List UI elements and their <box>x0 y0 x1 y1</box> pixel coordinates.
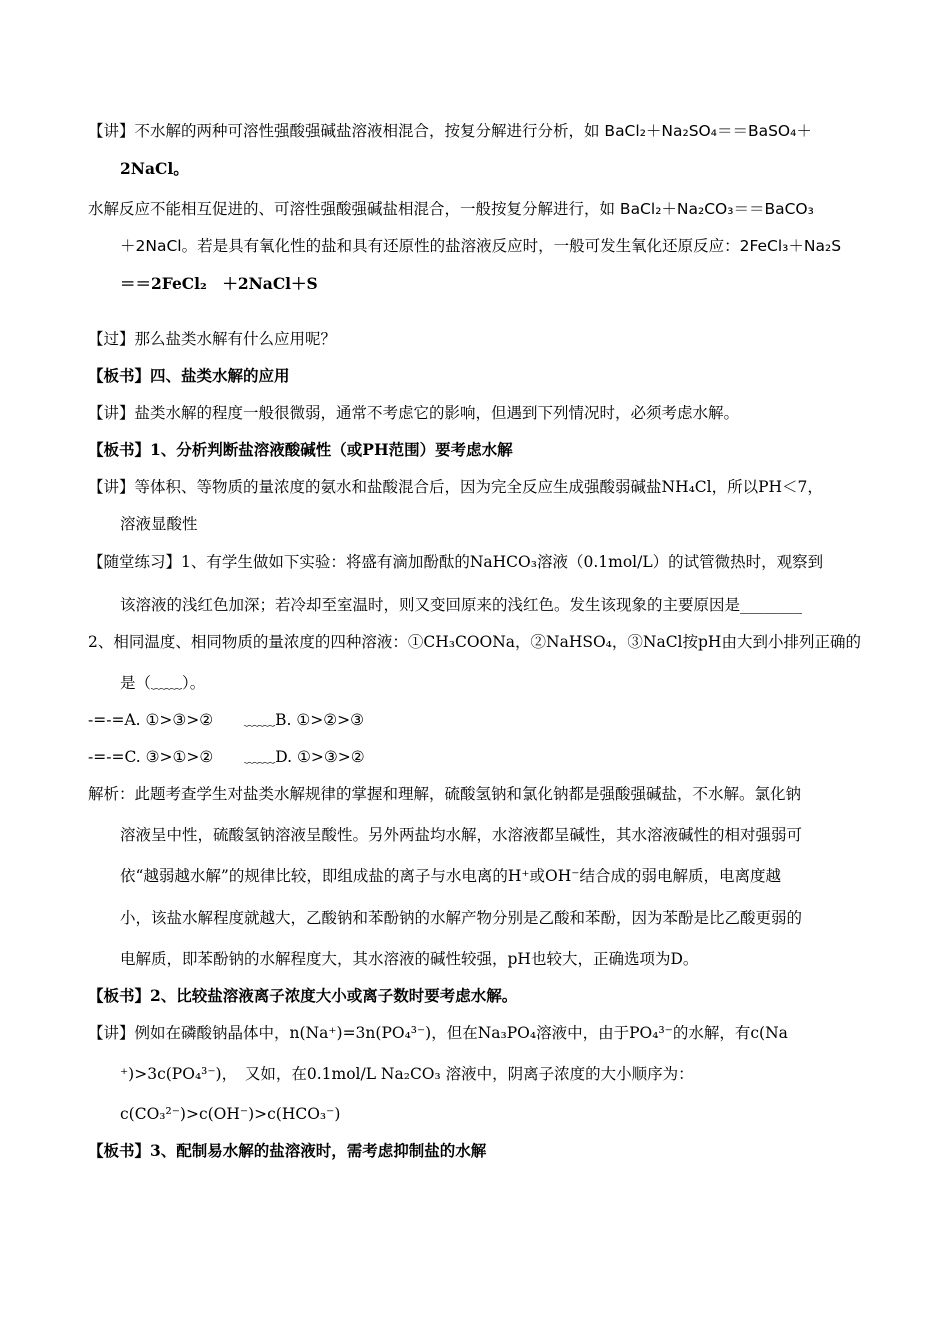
paragraph-line: 【讲】例如在磷酸钠晶体中，n(Na⁺)=3n(PO₄³⁻)，但在Na₃PO₄溶液中，由于PO₄³⁻的水解，有c(Na <box>88 1024 788 1042</box>
exercise-line: 【随堂练习】1、有学生做如下实验：将盛有滴加酚酞的NaHCO₃溶液（0.1mol/L）的试管微热时，观察到 <box>88 553 824 571</box>
exercise-line: 该溶液的浅红色加深；若冷却至室温时，则又变回原来的浅红色。发生该现象的主要原因是________ <box>120 596 803 614</box>
paragraph-line: 水解反应不能相互促进的、可溶性强酸强碱盐相混合，一般按复分解进行，如 BaCl₂＋Na₂CO₃＝＝BaCO₃ <box>88 200 814 218</box>
paragraph-line: 【讲】不水解的两种可溶性强酸强碱盐溶液相混合，按复分解进行分析，如 BaCl₂＋Na₂SO₄＝＝BaSO₄＋ <box>88 122 812 140</box>
analysis-line: 电解质，即苯酚钠的水解程度大，其水溶液的碱性较强，pH也较大，正确选项为D。 <box>120 950 699 968</box>
exercise-line: 是（﹏﹏）。 <box>120 674 206 692</box>
board-heading: 【板书】2、比较盐溶液离子浓度大小或离子数时要考虑水解。 <box>88 986 518 1005</box>
board-heading: 【板书】1、分析判断盐溶液酸碱性（或PH范围）要考虑水解 <box>88 440 513 459</box>
paragraph-line: ＝＝2FeCl₂ ＋2NaCl＋S <box>120 274 318 293</box>
analysis-line: 解析：此题考查学生对盐类水解规律的掌握和理解，硫酸氢钠和氯化钠都是强酸强碱盐，不水解。氯化钠 <box>88 785 802 803</box>
option-line: -=-=A. ①>③>② ﹏﹏B. ①>②>③ <box>88 711 365 729</box>
paragraph-line: 【过】那么盐类水解有什么应用呢？ <box>88 330 337 348</box>
exercise-line: 2、相同温度、相同物质的量浓度的四种溶液：①CH₃COONa，②NaHSO₄，③NaCl按pH由大到小排列正确的 <box>88 633 861 651</box>
paragraph-line: 溶液显酸性 <box>120 515 198 533</box>
paragraph-line: 2NaCl。 <box>120 159 189 178</box>
paragraph-line: ⁺)>3c(PO₄³⁻)， 又如，在0.1mol/L Na₂CO₃ 溶液中，阴离子浓度的大小顺序为： <box>120 1065 694 1083</box>
paragraph-line: 【讲】等体积、等物质的量浓度的氨水和盐酸混合后，因为完全反应生成强酸弱碱盐NH₄Cl，所以PH＜7， <box>88 478 823 496</box>
analysis-line: 依“越弱越水解”的规律比较，即组成盐的离子与水电离的H⁺或OH⁻结合成的弱电解质，电离度越 <box>120 867 781 885</box>
analysis-line: 小，该盐水解程度就越大，乙酸钠和苯酚钠的水解产物分别是乙酸和苯酚，因为苯酚是比乙酸更弱的 <box>120 909 803 927</box>
paragraph-line: ＋2NaCl。若是具有氧化性的盐和具有还原性的盐溶液反应时，一般可发生氧化还原反应：2FeCl₃＋Na₂S <box>120 237 842 255</box>
board-heading: 【板书】3、配制易水解的盐溶液时，需考虑抑制盐的水解 <box>88 1141 487 1160</box>
analysis-line: 溶液呈中性，硫酸氢钠溶液呈酸性。另外两盐均水解，水溶液都呈碱性，其水溶液碱性的相对强弱可 <box>120 826 803 844</box>
paragraph-line: 【讲】盐类水解的程度一般很微弱，通常不考虑它的影响，但遇到下列情况时，必须考虑水解。 <box>88 404 740 422</box>
option-line: -=-=C. ③>①>② ﹏﹏D. ①>③>② <box>88 748 365 766</box>
board-heading: 【板书】四、盐类水解的应用 <box>88 366 290 385</box>
paragraph-line: c(CO₃²⁻)>c(OH⁻)>c(HCO₃⁻) <box>120 1105 341 1123</box>
